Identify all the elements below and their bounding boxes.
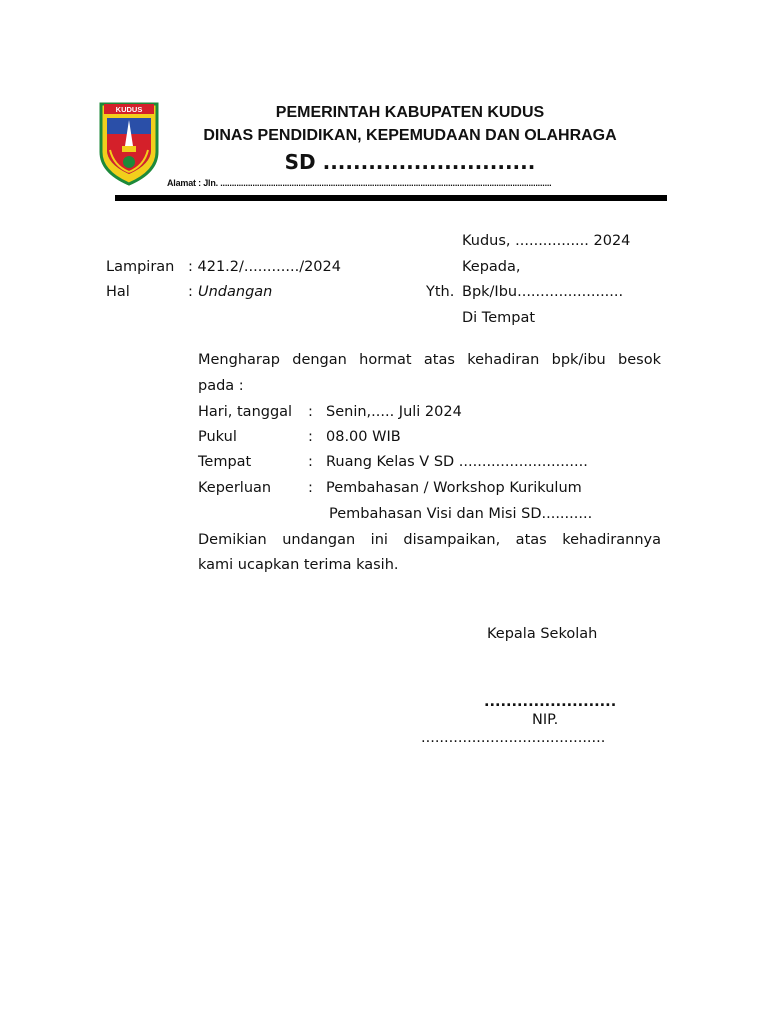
closing-line1: Demikian undangan ini disampaikan, atas kehadirannya	[198, 532, 661, 548]
detail-value-hari: Senin,..... Juli 2024	[326, 404, 462, 420]
intro-line1: Mengharap dengan hormat atas kehadiran bpk/ibu besok	[198, 352, 661, 368]
hal-colon: :	[188, 284, 193, 300]
signature-name: ........................	[484, 694, 617, 710]
hal-value: Undangan	[198, 284, 273, 300]
detail-value-keperluan: Pembahasan / Workshop Kurikulum	[326, 480, 582, 496]
detail-value-tempat: Ruang Kelas V SD ............................	[326, 454, 588, 470]
closing-line2: kami ucapkan terima kasih.	[198, 557, 399, 573]
kepada: Kepada,	[462, 259, 521, 275]
lampiran-value: : 421.2/............/2024	[188, 259, 341, 275]
detail-label-keperluan: Keperluan	[198, 480, 272, 496]
crest-label: KUDUS	[115, 105, 143, 114]
place-date: Kudus, ................ 2024	[462, 233, 631, 249]
header-line1: PEMERINTAH KABUPATEN KUDUS	[275, 104, 545, 121]
detail-colon-pukul: :	[308, 429, 313, 445]
recipient: Bpk/Ibu.......................	[462, 284, 624, 300]
yth-label: Yth.	[426, 284, 455, 300]
detail-colon-tempat: :	[308, 454, 313, 470]
intro-line2: pada :	[198, 378, 244, 394]
di-tempat: Di Tempat	[462, 310, 536, 326]
detail-colon-keperluan: :	[308, 480, 313, 496]
signature-title: Kepala Sekolah	[487, 626, 598, 642]
header-line2: DINAS PENDIDIKAN, KEPEMUDAAN DAN OLAHRAGA	[203, 127, 617, 144]
detail-value-pukul: 08.00 WIB	[326, 429, 401, 445]
hal-label: Hal	[106, 284, 130, 300]
kudus-crest-logo	[98, 100, 160, 186]
detail-label-hari: Hari, tanggal	[198, 404, 293, 420]
detail-label-pukul: Pukul	[198, 429, 237, 445]
nip-label: NIP.	[532, 712, 559, 728]
detail-label-tempat: Tempat	[198, 454, 252, 470]
lampiran-label: Lampiran	[106, 259, 175, 275]
nip-value: ........................................	[421, 730, 606, 746]
keperluan-continuation: Pembahasan Visi dan Misi SD...........	[329, 506, 593, 522]
header-address: Alamat : Jln. ................................................................................................................................................	[167, 178, 552, 188]
detail-colon-hari: :	[308, 404, 313, 420]
header-school: SD ............................	[284, 150, 536, 174]
header-divider	[115, 195, 667, 201]
